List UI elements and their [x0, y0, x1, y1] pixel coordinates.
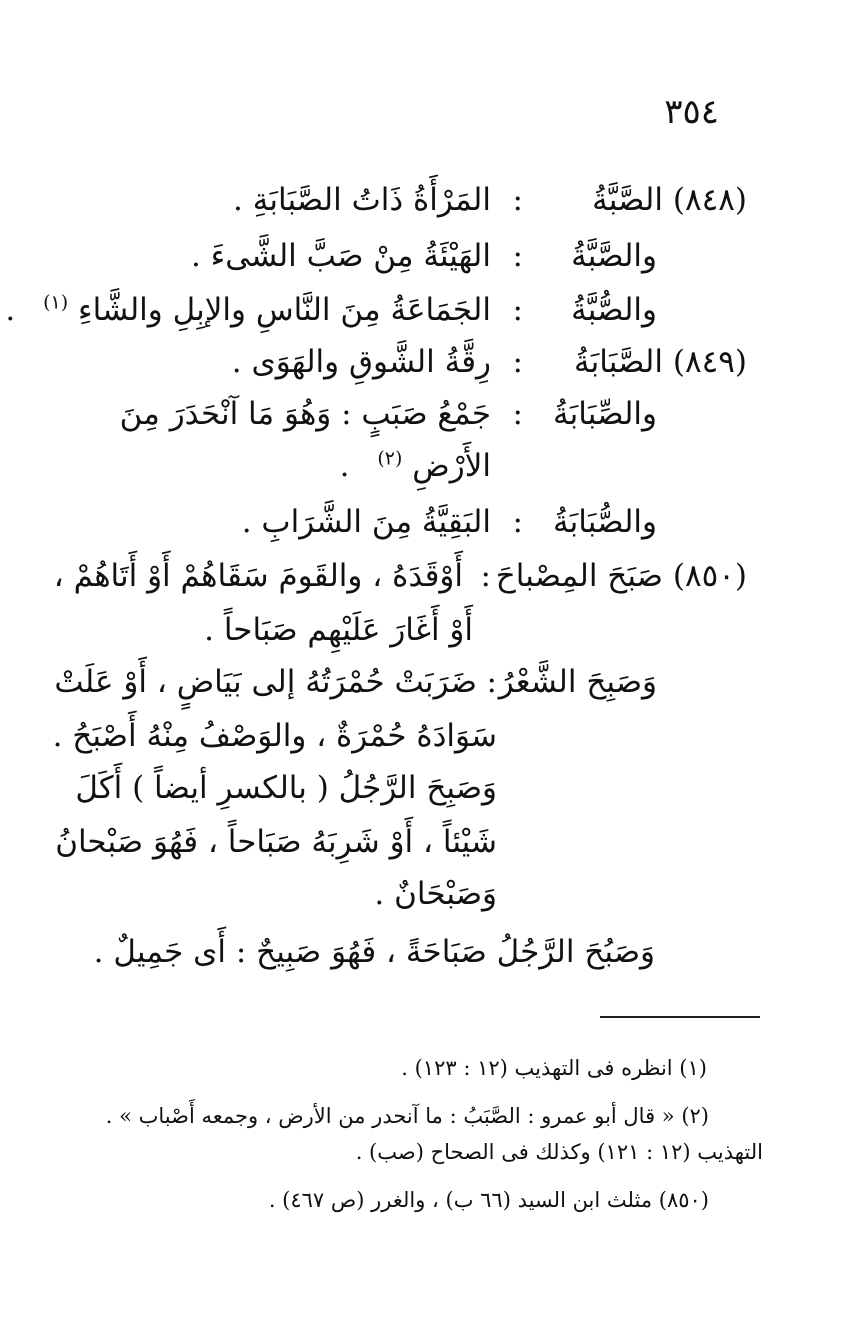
paragraph-line: وَصَبُحَ الرَّجُلُ صَبَاحَةً ، فَهُوَ صَبِيحٌ : أَى جَمِيلٌ .	[93, 934, 655, 970]
entry-colon: :	[512, 238, 523, 274]
footnote-2-continuation: التهذيب (١٢ : ١٢١) وكذلك فى الصحاح (صب) .	[355, 1140, 763, 1164]
entry-definition: جَمْعُ صَبَبٍ : وَهُوَ مَا آنْحَدَرَ مِنَ	[119, 396, 491, 432]
continuation-text: الأَرْضِ	[412, 448, 491, 484]
entry-colon: :	[512, 292, 523, 328]
entry-continuation: سَوَادَهُ حُمْرَةٌ ، والوَصْفُ مِنْهُ أَصْبَحُ .	[52, 718, 497, 754]
entry-colon: :	[512, 396, 523, 432]
entry-subentry	[54, 656, 747, 708]
footnote-ref: (٢)	[377, 447, 403, 470]
entry-definition: رِقَّةُ الشَّوقِ والهَوَى .	[231, 344, 491, 380]
entry-definition: البَقِيَّةُ مِنَ الشَّرَابِ .	[241, 504, 491, 540]
footnote-ref: (١)	[43, 291, 69, 314]
entry-headword: وَصَبِحَ الشَّعْرُ	[498, 664, 657, 700]
definition-end: .	[5, 292, 16, 328]
entry-number: (٨٤٩)	[672, 344, 747, 380]
entry-definition: الهَيْئَةُ مِنْ صَبَّ الشَّىءَ .	[190, 238, 491, 274]
entry-definition	[5, 284, 491, 336]
entry-number: (٨٥٠)	[672, 558, 747, 594]
continuation-end: .	[339, 448, 350, 484]
page-number: ٣٥٤	[664, 92, 719, 132]
entry-colon: :	[480, 558, 491, 594]
entry-headword: والصَّبَّةُ	[571, 238, 657, 274]
entry-colon: :	[512, 344, 523, 380]
paragraph-line: شَيْئاً ، أَوْ شَرِبَهُ صَبَاحاً ، فَهُوَ صَبْحانُ	[55, 824, 497, 860]
entry-continuation	[340, 440, 491, 492]
footnote-2: (٢) « قال أبو عمرو : الصَّبَبُ : ما آنحدر من الأرض ، وجمعه أَصْباب » .	[105, 1104, 709, 1128]
entry-headword: والصِّبَابَةُ	[553, 396, 657, 432]
entry-colon: :	[512, 182, 523, 218]
entry-subentry	[87, 388, 747, 440]
entry-definition: أَوْقَدَهُ ، والقَومَ سَقَاهُمْ أَوْ أَتَاهُمْ ،	[53, 558, 463, 594]
entry-definition: المَرْأَةُ ذَاتُ الصَّبَابَةِ .	[233, 182, 491, 218]
entry-848	[87, 174, 747, 226]
paragraph-line: وَصَبْحَانٌ .	[374, 876, 497, 912]
entry-subentry	[87, 230, 747, 282]
entry-headword: الصَّبَابَةُ	[574, 344, 663, 380]
entry-colon: :	[512, 504, 523, 540]
entry-definition: ضَرَبَتْ حُمْرَتُهُ إلى بَيَاضٍ ، أَوْ عَلَتْ	[54, 664, 477, 700]
entry-headword: والصُّبَابَةُ	[553, 504, 657, 540]
footnote-1: (١) انظره فى التهذيب (١٢ : ١٢٣) .	[401, 1056, 707, 1080]
entry-subentry	[87, 496, 747, 548]
entry-continuation: أَوْ أَغَارَ عَلَيْهِم صَبَاحاً .	[204, 612, 473, 648]
footnote-850: (٨٥٠) مثلث ابن السيد (٦٦ ب) ، والغرر (ص ٤٦٧) .	[268, 1188, 709, 1212]
entry-subentry	[5, 284, 747, 336]
entry-headword: صَبَحَ المِصْباحَ	[495, 558, 663, 594]
entry-colon: :	[486, 664, 497, 700]
entry-850	[53, 550, 747, 602]
footnote-divider	[600, 1016, 760, 1018]
entry-849	[87, 336, 747, 388]
definition-text: الجَمَاعَةُ مِنَ النَّاسِ والإبِلِ والشَّاءِ	[78, 292, 491, 328]
paragraph-line: وَصَبِحَ الرَّجُلُ ( بالكسرِ أيضاً ) أَكَلَ	[75, 770, 497, 806]
entry-headword: والصُّبَّةُ	[571, 292, 657, 328]
entry-number: (٨٤٨)	[672, 182, 747, 218]
entry-headword: الصَّبَّةُ	[592, 182, 663, 218]
